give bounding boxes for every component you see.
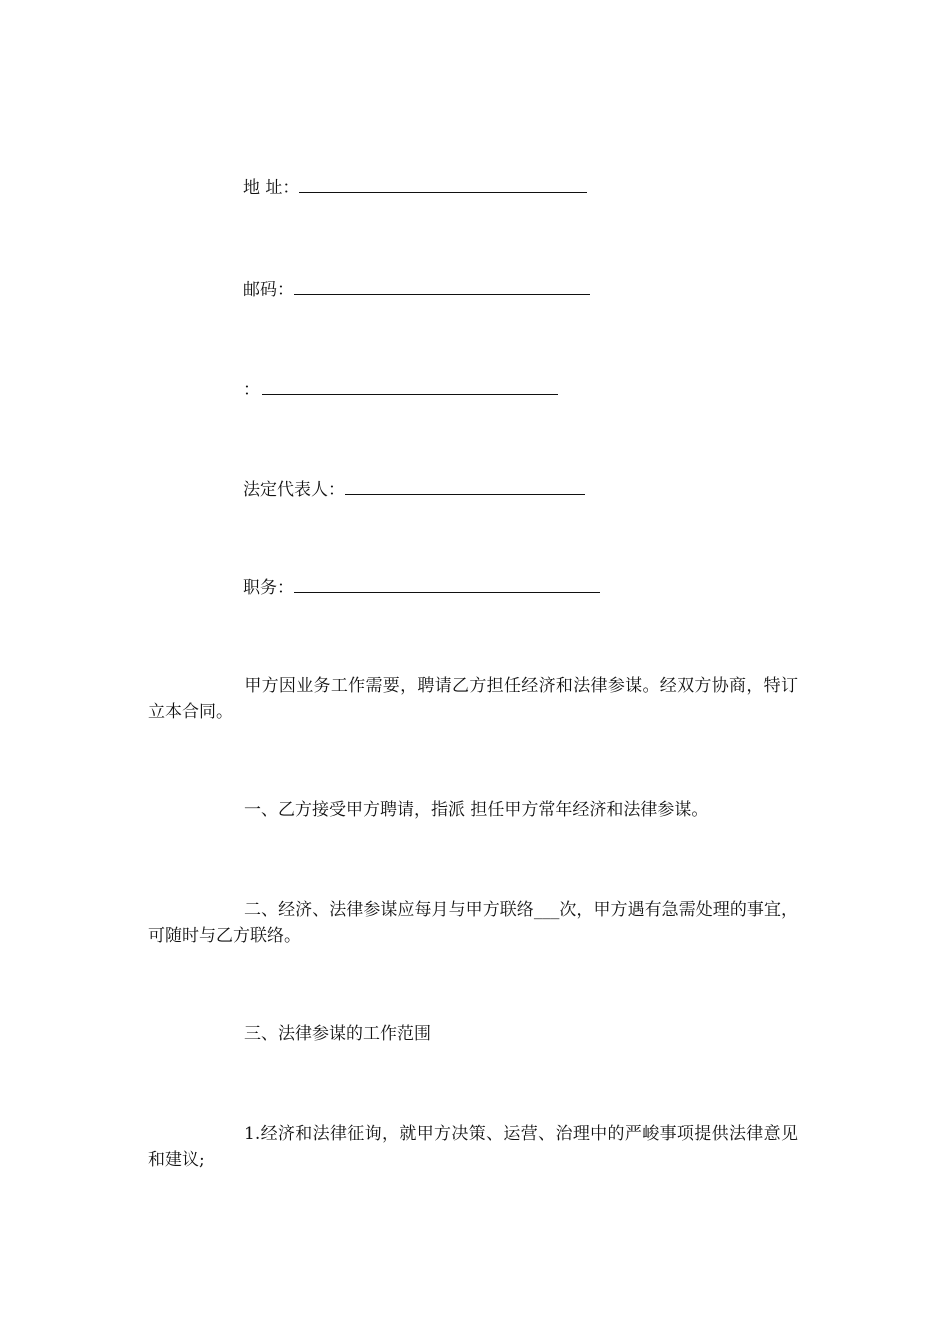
clause-2	[148, 897, 798, 949]
clause-1-text: 一、乙方接受甲方聘请，指派 担任甲方常年经济和法律参谋。	[244, 800, 709, 820]
legal-rep-blank[interactable]	[345, 476, 585, 495]
unlabeled-label: ：	[243, 380, 260, 400]
postcode-blank[interactable]	[294, 276, 590, 295]
position-blank[interactable]	[294, 574, 600, 593]
intro-text: 甲方因业务工作需要，聘请乙方担任经济和法律参谋。经双方协商，特订立本合同。	[148, 676, 798, 722]
position-label: 职务：	[243, 578, 294, 598]
clause-2-text-before: 二、经济、法律参谋应每月与甲方联络	[244, 900, 534, 920]
intro-paragraph	[148, 673, 798, 725]
clause-2-text-after: 次，甲方遇有急需处理的事宜，可随时与乙方联络。	[148, 900, 798, 946]
postcode-field-row	[243, 276, 590, 303]
legal-rep-label: 法定代表人：	[243, 480, 345, 500]
address-blank[interactable]	[299, 174, 587, 193]
postcode-label: 邮码：	[243, 280, 294, 300]
unlabeled-field-row	[243, 376, 558, 403]
item-1-text: 1.经济和法律征询，就甲方决策、运营、治理中的严峻事项提供法律意见和建议;	[148, 1124, 798, 1170]
clause-3-heading	[148, 1021, 798, 1047]
clause-2-blank[interactable]: ___	[533, 900, 560, 920]
address-field-row	[243, 174, 587, 201]
address-label: 地 址：	[243, 178, 300, 198]
item-1	[148, 1121, 798, 1173]
clause-3-text: 三、法律参谋的工作范围	[244, 1024, 431, 1044]
unlabeled-blank[interactable]	[262, 376, 558, 395]
clause-1	[148, 797, 798, 823]
legal-rep-field-row	[243, 476, 585, 503]
position-field-row	[243, 574, 600, 601]
